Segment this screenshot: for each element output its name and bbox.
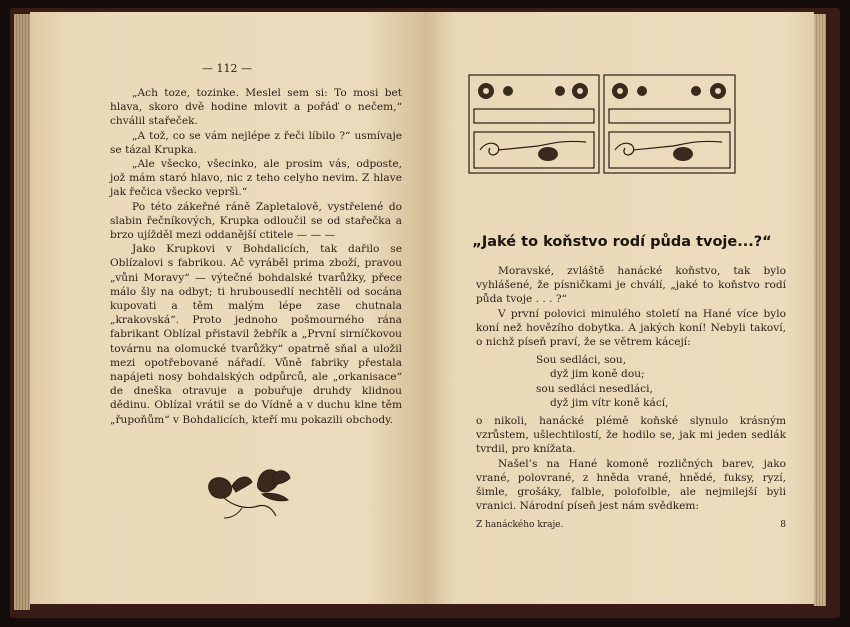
paragraph: Moravské, zvláště hanácké koňstvo, tak bylo vyhlášené, že písničkami je chválí, „jaké to koňstvo rodí půda tvoje . . . ?“	[476, 265, 786, 306]
left-page	[30, 12, 424, 604]
page-number: — 112 —	[202, 62, 252, 75]
paragraph: „A tož, co se vám nejlépe z řeči líbilo ?“ usmívaje se tázal Krupka.	[110, 129, 402, 156]
paragraph: „Ale všecko, všecinko, ale prosim vás, odposte, jož mám staró hlavo, nic z teho celyho nevim. Z hlave jak řečica všecko vepršì.“	[110, 158, 402, 199]
paragraph: Našel’s na Hané komoně rozličných barev, jako vrané, polovrané, z hněda vrané, hnědé, fuksy, ryzí, šimle, grošáky, falble, polofolble, ale nejmilejší byli vranici. Národní píseň jest nám svědkem:	[476, 457, 786, 513]
paragraph: o nikoli, hanácké plémě koňské slynulo krásným vzrůstem, ušlechtilostí, že hodilo se, jak mi jeden sedlák tvrdil, pro knížata.	[476, 415, 786, 456]
verse-line: dyž jim koně dou;	[550, 368, 645, 381]
verse-line: sou sedláci nesedláci,	[536, 382, 653, 395]
page-footer	[476, 520, 786, 530]
page-edges-right	[814, 14, 826, 606]
left-page-text	[110, 86, 402, 427]
chapter-title: „Jaké to koňstvo rodí půda tvoje...?“	[472, 234, 772, 250]
verse-line: Sou sedláci, sou,	[536, 354, 627, 367]
folk-song-verse	[536, 353, 786, 410]
paragraph: Po této zákeřné ráně Zapletalově, vystřelené do slabin řečníkových, Krupka odloučil se od stařečka a brzo ujížděl mezi oddanější ctitele — — —	[110, 200, 402, 242]
signature-number: 8	[780, 520, 786, 530]
paragraph: „Ach toze, tozinke. Meslel sem si: To mosi bet hlava, skoro dvě hodine mlovit a pořáď o nečem,“ chválil stařeček.	[110, 87, 402, 128]
verse-line: dyž jim vítr koně kácí,	[550, 396, 669, 409]
right-page	[424, 12, 814, 604]
paragraph: V první polovici minulého století na Hané více bylo koní než hovězího dobytka. A jakých koní! Nebyli takoví, o nichž píseň praví, že se větrem kácejí:	[476, 307, 786, 349]
footer-signature: Z hanáckého kraje.	[476, 520, 564, 530]
right-page-text	[476, 264, 786, 513]
floral-vignette	[202, 462, 298, 524]
paragraph: Jako Krupkovi v Bohdalicích, tak dařilo se Oblízalovi s fabrikou. Ač vyráběl prima zboží, pravou „vůni Moravy“ — výtečné bohdalské tvarůžky, přece málo šly na odbyt; ti hrubousedlí nechtěli od socána kupovati a těm malým lépe zase chutnala „krakovská“. Proto jednoho pošmourného rána fabrikant Oblízal přistavil žebřík a „První sirníčkovou továrnu na olomucké tvarůžky“ opatrně sňal a uložil mezi opotřebované nářadí. Vůně fabriky přestala napájeti nosy bohdalských odpůrců, ale „orkanisace“ de dneška otravuje a pobuřuje druhdy klidnou dědinu. Oblízal vrátil se do Vídně a v duchu klne těm „řupoňům“ v Bohdalicích, kteří mu pokazili obchody.	[110, 243, 402, 426]
art-nouveau-headpiece	[468, 74, 736, 174]
page-edges-left	[14, 14, 30, 610]
